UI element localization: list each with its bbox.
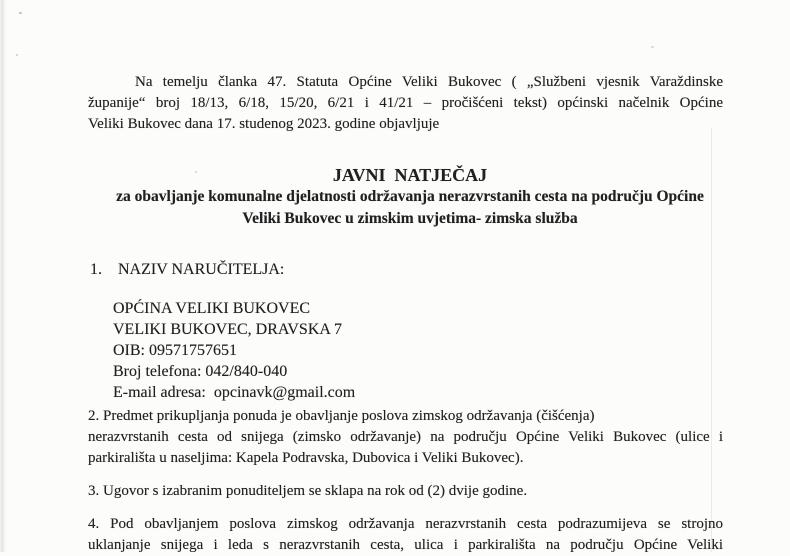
text-line: 1. NAZIV NARUČITELJA:: [90, 261, 285, 278]
document-title-block: [88, 164, 732, 230]
buyer-street: VELIKI BUKOVEC, DRAVSKA 7: [113, 321, 343, 338]
intro-paragraph: [88, 72, 723, 135]
text-line: 4. Pod obavljanjem poslova zimskog održavanja nerazvrstanih cesta podrazumijeva se strojno: [88, 516, 723, 532]
section-3-paragraph: [88, 481, 723, 502]
document-subtitle-line: za obavljanje komunalne djelatnosti održavanja nerazvrstanih cesta na području Općine: [116, 188, 704, 205]
text-line: 2. Predmet prikupljanja ponuda je obavljanje poslova zimskog održavanja (čišćenja): [88, 408, 595, 424]
scan-speck: [16, 54, 18, 56]
document-subtitle-line: Veliki Bukovec u zimskim uvjetima- zimska služba: [242, 210, 578, 227]
buyer-name: OPĆINA VELIKI BUKOVEC: [113, 300, 311, 317]
text-line: 3. Ugovor s izabranim ponuditeljem se sklapa na rok od (2) dvije godine.: [88, 483, 528, 499]
text-line: uklanjanje snijega i leda s nerazvrstanih cesta, ulica i parkirališta na području Općine Veliki: [88, 537, 723, 553]
buyer-phone: Broj telefona: 042/840-040: [113, 363, 288, 380]
buyer-email: E-mail adresa: opcinavk@gmail.com: [113, 384, 356, 401]
text-line: županije“ broj 18/13, 6/18, 15/20, 6/21 i 41/21 – pročišćeni tekst) općinski načelnik Općine: [88, 95, 723, 111]
buyer-address-block: [113, 298, 593, 403]
buyer-oib: OIB: 09571757651: [113, 342, 237, 359]
scan-edge-shadow: [0, 0, 7, 552]
section-2-paragraph: [88, 406, 723, 469]
text-line: parkirališta u naseljima: Kapela Podravska, Dubovica i Veliki Bukovec).: [88, 450, 524, 466]
scan-speck: [19, 12, 22, 14]
text-line: Veliki Bukovec dana 17. studenog 2023. godine objavljuje: [88, 116, 440, 132]
section-1-heading: [90, 259, 725, 280]
document-title: JAVNI NATJEČAJ: [332, 165, 488, 185]
scan-speck: [651, 46, 654, 48]
text-line: Na temelju članka 47. Statuta Općine Veliki Bukovec ( „Službeni vjesnik Varaždinske: [135, 74, 723, 90]
section-4-paragraph: [88, 514, 723, 556]
text-line: nerazvrstanih cesta od snijega (zimsko održavanje) na području Općine Veliki Bukovec (ulice i: [88, 429, 723, 445]
